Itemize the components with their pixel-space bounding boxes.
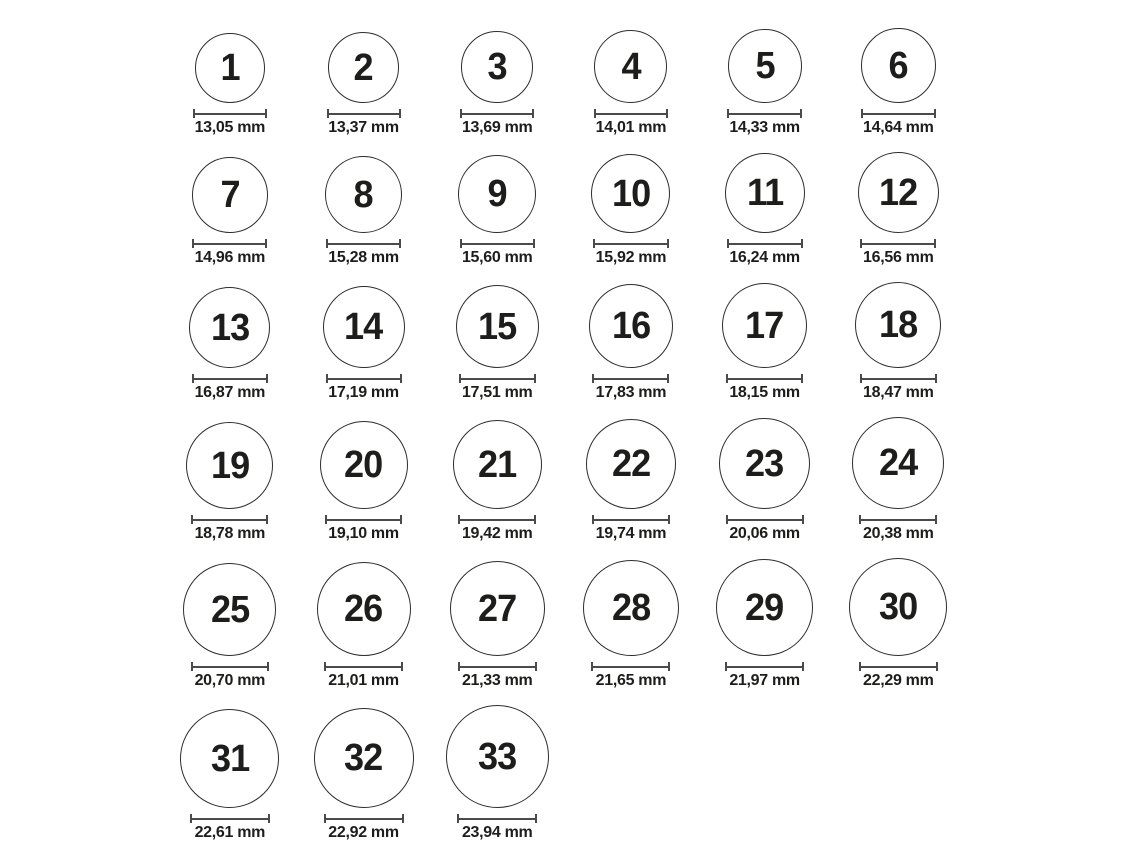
- diameter-label: 17,19 mm: [328, 384, 399, 401]
- ring-size-number: 19: [210, 444, 249, 487]
- measure-line: [725, 662, 804, 671]
- ring-size-item: [163, 287, 297, 401]
- measure-line: [859, 515, 937, 524]
- ring-size-number: 9: [487, 173, 507, 215]
- measure-line: [460, 239, 535, 248]
- measure-line: [860, 374, 937, 383]
- diameter-label: 20,70 mm: [194, 672, 266, 689]
- diameter-label: 22,92 mm: [328, 824, 399, 841]
- ring-circle: [314, 708, 414, 808]
- diameter-label: 19,10 mm: [328, 525, 399, 542]
- measure-line: [457, 814, 537, 823]
- ring-size-number: 25: [210, 588, 249, 631]
- ring-size-item: [430, 31, 564, 136]
- measure-line: [726, 374, 803, 383]
- ring-circle: [317, 562, 411, 656]
- ring-size-row: [163, 28, 965, 136]
- ring-circle: [586, 419, 676, 509]
- measure-line: [458, 515, 536, 524]
- measure-line: [192, 374, 268, 383]
- diameter-label: 13,69 mm: [461, 119, 533, 136]
- ring-size-item: [163, 157, 297, 266]
- ring-size-item: [297, 562, 431, 689]
- ring-size-item: [831, 28, 965, 136]
- ring-circle: [195, 33, 265, 103]
- ring-size-number: 23: [745, 442, 784, 485]
- ring-size-item: [297, 32, 431, 136]
- ring-size-number: 6: [888, 44, 908, 87]
- measure-line: [192, 239, 267, 248]
- ring-circle: [591, 154, 670, 233]
- ring-size-number: 31: [210, 737, 249, 780]
- ring-size-row: [163, 417, 965, 542]
- ring-size-item: [831, 417, 965, 542]
- ring-size-number: 28: [611, 587, 651, 629]
- ring-size-number: 30: [879, 586, 918, 628]
- measure-line: [727, 109, 802, 118]
- diameter-label: 22,29 mm: [863, 672, 934, 689]
- ring-circle: [716, 559, 813, 656]
- diameter-label: 15,60 mm: [461, 249, 533, 266]
- ring-size-number: 26: [344, 588, 383, 630]
- ring-circle: [186, 422, 273, 509]
- ring-circle: [861, 28, 936, 103]
- ring-circle: [583, 560, 679, 656]
- ring-size-item: [564, 419, 698, 542]
- ring-size-number: 27: [478, 587, 517, 630]
- diameter-label: 16,87 mm: [194, 384, 266, 401]
- measure-line: [727, 239, 803, 248]
- ring-size-number: 15: [478, 305, 517, 348]
- diameter-label: 14,33 mm: [729, 119, 800, 136]
- ring-size-number: 7: [220, 174, 240, 216]
- ring-circle: [458, 155, 536, 233]
- ring-circle: [855, 282, 941, 368]
- ring-circle: [189, 287, 270, 368]
- ring-size-item: [297, 421, 431, 542]
- ring-size-number: 1: [220, 47, 240, 89]
- ring-size-item: [831, 282, 965, 401]
- measure-line: [324, 814, 404, 823]
- ring-circle: [719, 418, 810, 509]
- ring-size-number: 3: [487, 46, 507, 88]
- ring-size-number: 16: [611, 305, 651, 347]
- diameter-label: 15,28 mm: [328, 249, 399, 266]
- ring-size-number: 13: [210, 306, 249, 349]
- ring-size-item: [297, 286, 431, 401]
- ring-circle: [461, 31, 533, 103]
- measure-line: [859, 662, 938, 671]
- diameter-label: 13,05 mm: [194, 119, 266, 136]
- ring-circle: [852, 417, 944, 509]
- measure-line: [594, 109, 668, 118]
- ring-size-item: [430, 285, 564, 401]
- diameter-label: 18,47 mm: [863, 384, 934, 401]
- ring-circle: [446, 705, 549, 808]
- ring-circle: [320, 421, 408, 509]
- ring-circle: [192, 157, 268, 233]
- ring-size-row: [163, 152, 965, 266]
- ring-size-number: 21: [478, 443, 517, 486]
- ring-circle: [728, 29, 802, 103]
- ring-size-item: [564, 154, 698, 266]
- ring-size-item: [698, 283, 832, 401]
- measure-line: [190, 814, 270, 823]
- measure-line: [326, 239, 401, 248]
- ring-size-number: 17: [745, 304, 784, 347]
- diameter-label: 23,94 mm: [461, 824, 533, 841]
- ring-size-item: [430, 561, 564, 689]
- ring-circle: [456, 285, 539, 368]
- ring-size-row: [163, 705, 965, 841]
- ring-size-item: [698, 153, 832, 266]
- measure-line: [592, 515, 670, 524]
- diameter-label: 21,01 mm: [328, 672, 399, 689]
- measure-line: [325, 515, 402, 524]
- measure-line: [593, 239, 669, 248]
- ring-size-item: [163, 709, 297, 841]
- diameter-label: 22,61 mm: [194, 824, 266, 841]
- diameter-label: 15,92 mm: [595, 249, 667, 266]
- ring-size-item: [163, 422, 297, 542]
- ring-size-number: 5: [755, 45, 775, 87]
- diameter-label: 14,96 mm: [194, 249, 266, 266]
- ring-circle: [325, 156, 402, 233]
- diameter-label: 14,01 mm: [595, 119, 667, 136]
- ring-size-number: 32: [344, 737, 383, 779]
- diameter-label: 21,97 mm: [729, 672, 800, 689]
- measure-line: [191, 515, 268, 524]
- diameter-label: 19,42 mm: [461, 525, 533, 542]
- ring-circle: [725, 153, 805, 233]
- ring-size-item: [698, 559, 832, 689]
- diameter-label: 20,06 mm: [729, 525, 800, 542]
- ring-size-item: [564, 30, 698, 136]
- ring-size-item: [297, 156, 431, 266]
- ring-circle: [183, 563, 276, 656]
- measure-line: [326, 374, 402, 383]
- diameter-label: 21,33 mm: [461, 672, 533, 689]
- ring-size-number: 4: [621, 45, 641, 88]
- ring-size-item: [430, 705, 564, 841]
- ring-size-item: [564, 560, 698, 689]
- measure-line: [726, 515, 804, 524]
- ring-circle: [453, 420, 542, 509]
- ring-size-item: [297, 708, 431, 841]
- diameter-label: 17,51 mm: [461, 384, 533, 401]
- diameter-label: 19,74 mm: [595, 525, 667, 542]
- ring-circle: [849, 558, 947, 656]
- measure-line: [458, 662, 537, 671]
- measure-line: [324, 662, 403, 671]
- measure-line: [460, 109, 534, 118]
- ring-size-number: 8: [353, 173, 374, 216]
- ring-size-item: [564, 284, 698, 401]
- ring-circle: [722, 283, 807, 368]
- ring-circle: [323, 286, 405, 368]
- ring-circle: [589, 284, 673, 368]
- ring-size-item: [163, 33, 297, 136]
- ring-size-number: 14: [344, 306, 383, 348]
- ring-size-row: [163, 558, 965, 689]
- ring-size-number: 2: [353, 46, 374, 89]
- ring-circle: [594, 30, 667, 103]
- measure-line: [591, 662, 670, 671]
- ring-size-item: [831, 152, 965, 266]
- ring-size-item: [831, 558, 965, 689]
- measure-line: [861, 109, 936, 118]
- ring-circle: [450, 561, 545, 656]
- diameter-label: 13,37 mm: [328, 119, 399, 136]
- ring-size-item: [163, 563, 297, 689]
- measure-line: [191, 662, 269, 671]
- ring-size-number: 33: [478, 735, 517, 778]
- ring-size-number: 29: [745, 586, 784, 629]
- diameter-label: 16,24 mm: [729, 249, 800, 266]
- diameter-label: 20,38 mm: [863, 525, 934, 542]
- ring-size-number: 18: [879, 304, 918, 346]
- ring-size-row: [163, 282, 965, 401]
- ring-size-number: 10: [611, 172, 651, 215]
- diameter-label: 14,64 mm: [863, 119, 934, 136]
- diameter-label: 18,15 mm: [729, 384, 800, 401]
- ring-circle: [858, 152, 939, 233]
- ring-size-number: 22: [611, 443, 651, 485]
- ring-size-number: 20: [344, 444, 383, 486]
- measure-line: [327, 109, 401, 118]
- measure-line: [459, 374, 536, 383]
- ring-size-item: [430, 420, 564, 542]
- ring-size-number: 24: [879, 442, 918, 484]
- measure-line: [860, 239, 936, 248]
- ring-size-item: [698, 418, 832, 542]
- ring-size-number: 11: [746, 172, 783, 214]
- measure-line: [193, 109, 267, 118]
- ring-size-item: [698, 29, 832, 136]
- diameter-label: 18,78 mm: [194, 525, 266, 542]
- diameter-label: 21,65 mm: [595, 672, 667, 689]
- ring-size-grid: [163, 0, 965, 841]
- ring-size-item: [430, 155, 564, 266]
- ring-size-number: 12: [879, 171, 918, 214]
- ring-circle: [328, 32, 399, 103]
- diameter-label: 17,83 mm: [595, 384, 667, 401]
- measure-line: [592, 374, 669, 383]
- diameter-label: 16,56 mm: [863, 249, 934, 266]
- ring-circle: [180, 709, 279, 808]
